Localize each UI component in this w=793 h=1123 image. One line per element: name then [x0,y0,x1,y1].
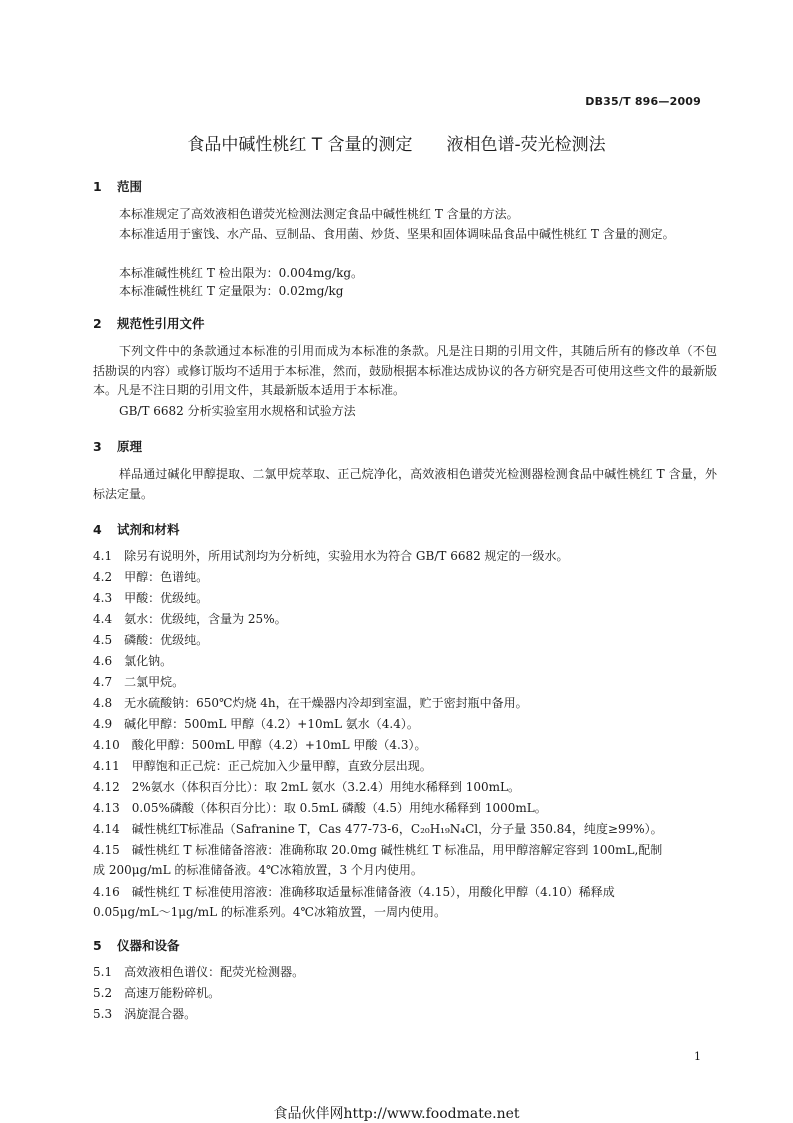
item-index: 4.9 [93,717,113,731]
section-1-para-1: 本标准规定了高效液相色谱荧光检测法测定食品中碱性桃红 T 含量的方法。 [119,207,519,221]
item-4-16-line-1: 4.16 碱性桃红 T 标准使用溶液：准确移取适量标准储备液（4.15），用酸化甲醇（4.10）稀释成 [93,885,615,899]
item-4-9 [93,715,717,735]
item-index: 4.5 [93,633,113,647]
item-4-3 [93,589,717,609]
item-5-1 [93,963,717,983]
section-3-para-1: 样品通过碱化甲醇提取、二氯甲烷萃取、正己烷净化，高效液相色谱荧光检测器检测食品中碱性桃红 T 含量，外标法定量。 [93,467,717,501]
item-index: 4.13 [93,801,120,815]
section-number: 2 [93,316,102,331]
section-2-heading [93,314,205,332]
item-index: 4.2 [93,570,113,584]
item-index: 5.3 [93,1007,113,1021]
item-index: 4.11 [93,759,120,773]
item-text: 氨水：优级纯，含量为 25%。 [124,612,287,626]
item-5-3 [93,1005,717,1025]
item-text: 0.05%磷酸（体积百分比）：取 0.5mL 磷酸（4.5）用纯水稀释到 1000mL。 [131,801,547,815]
section-1-heading [93,177,142,195]
item-text: 碱化甲醇：500mL 甲醇（4.2）+10mL 氨水（4.4）。 [124,717,419,731]
item-index: 4.6 [93,654,113,668]
item-4-10 [93,736,717,756]
item-4-11 [93,757,717,777]
item-text: 高效液相色谱仪：配荧光检测器。 [124,965,305,979]
item-text: 碱性桃红T标准品（Safranine T，Cas 477-73-6，C₂₀H₁₉N₄Cl，分子量 350.84，纯度≥99%）。 [131,822,663,836]
section-number: 1 [93,179,102,194]
item-4-1 [93,547,717,567]
item-4-4 [93,610,717,630]
item-4-15-line-2: 成 200μg/mL 的标准储备液。4℃冰箱放置，3 个月内使用。 [93,863,423,877]
section-title: 试剂和材料 [117,522,180,537]
item-4-5 [93,631,717,651]
item-text: 高速万能粉碎机。 [124,986,221,1000]
item-text: 无水硫酸钠：650℃灼烧 4h，在干燥器内冷却到室温，贮于密封瓶中备用。 [124,696,528,710]
item-text: 二氯甲烷。 [124,675,185,689]
item-index: 4.4 [93,612,113,626]
section-3-heading [93,437,142,455]
page-number: 1 [694,1050,701,1063]
item-text: 甲醇：色谱纯。 [124,570,209,584]
item-index: 4.10 [93,738,120,752]
section-title: 原理 [117,439,143,454]
item-text: 酸化甲醇：500mL 甲醇（4.2）+10mL 甲酸（4.3）。 [131,738,427,752]
footer-watermark[interactable]: 食品伙伴网http://www.foodmate.net [273,1106,520,1122]
item-index: 4.14 [93,822,120,836]
item-text: 甲醇饱和正己烷：正己烷加入少量甲醇，直致分层出现。 [131,759,432,773]
item-4-7 [93,673,717,693]
item-5-2 [93,984,717,1004]
section-number: 3 [93,439,102,454]
item-index: 4.7 [93,675,113,689]
section-1-para-3: 本标准碱性桃红 T 检出限为：0.004mg/kg。 [119,266,364,280]
item-4-15-line-1: 4.15 碱性桃红 T 标准储备溶液：准确称取 20.0mg 碱性桃红 T 标准品，用甲醇溶解定容到 100mL,配制 [93,843,663,857]
item-index: 5.2 [93,986,113,1000]
item-4-12 [93,778,717,798]
item-index: 4.1 [93,549,113,563]
standard-number: DB35/T 896—2009 [585,95,701,108]
section-number: 4 [93,522,102,537]
section-2-para-2: GB/T 6682 分析实验室用水规格和试验方法 [119,404,356,418]
item-index: 5.1 [93,965,113,979]
section-title: 仪器和设备 [117,938,180,953]
item-text: 涡旋混合器。 [124,1007,197,1021]
item-index: 4.12 [93,780,120,794]
item-4-16-line-2: 0.05μg/mL～1μg/mL 的标准系列。4℃冰箱放置，一周内使用。 [93,905,446,919]
item-text: 2%氨水（体积百分比）：取 2mL 氨水（3.2.4）用纯水稀释到 100mL。 [131,780,520,794]
section-number: 5 [93,938,102,953]
section-1-para-2: 本标准适用于蜜饯、水产品、豆制品、食用菌、炒货、坚果和固体调味品食品中碱性桃红 T 含量的测定。 [119,227,675,241]
item-4-8 [93,694,717,714]
section-2-para-1: 下列文件中的条款通过本标准的引用而成为本标准的条款。凡是注日期的引用文件，其随后所有的修改单（不包括勘误的内容）或修订版均不适用于本标准，然而，鼓励根据本标准达成协议的各方研究是否可使用这些文件的最新版本。凡是不注日期的引用文件，其最新版本适用于本标准。 [93,344,718,397]
item-text: 除另有说明外，所用试剂均为分析纯，实验用水为符合 GB/T 6682 规定的一级水。 [124,549,569,563]
section-title: 规范性引用文件 [117,316,205,331]
document-title: 食品中碱性桃红 T 含量的测定 液相色谱-荧光检测法 [187,135,606,155]
item-4-2 [93,568,717,588]
item-text: 磷酸：优级纯。 [124,633,209,647]
item-text: 氯化钠。 [124,654,173,668]
section-1-para-4: 本标准碱性桃红 T 定量限为：0.02mg/kg [119,284,344,298]
item-4-6 [93,652,717,672]
section-5-heading [93,936,180,954]
item-index: 4.3 [93,591,113,605]
item-text: 甲酸：优级纯。 [124,591,209,605]
item-4-13 [93,799,717,819]
item-4-14 [93,820,717,840]
section-title: 范围 [117,179,143,194]
section-4-heading [93,520,180,538]
item-index: 4.8 [93,696,113,710]
